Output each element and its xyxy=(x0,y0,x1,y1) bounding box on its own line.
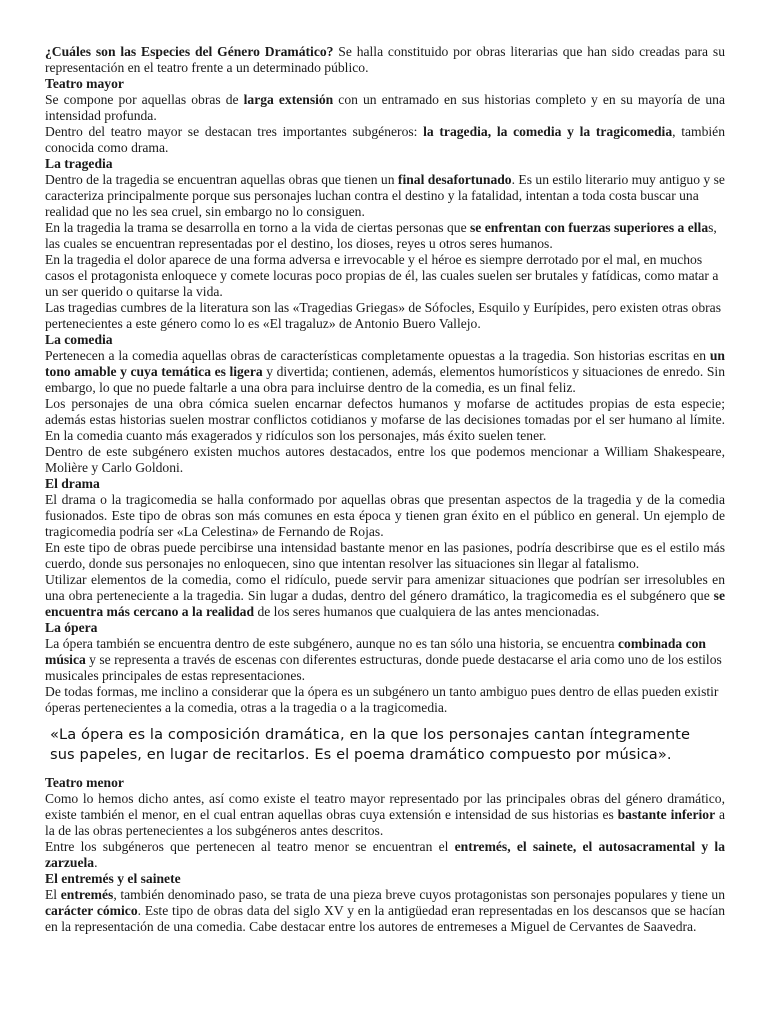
opera-quote xyxy=(50,725,725,765)
heading-teatro-menor: Teatro menor xyxy=(45,775,124,790)
paragraph: De todas formas, me inclino a considerar que la ópera es un subgénero un tanto ambiguo pues dentro de ellas pueden existir óperas pertenecientes a la comedia, otras a la tragedia o a la tragicomedia. xyxy=(45,684,719,715)
paragraph: Pertenecen a la comedia aquellas obras de características completamente opuestas a la tragedia. Son historias escritas en un tono amable y cuya temática es ligera y divertida; contienen, además, elementos humorísticos y situaciones de enredo. Sin embargo, lo que no puede faltarle a una obra para incluirse dentro de la comedia, es un final feliz. xyxy=(45,348,726,395)
paragraph: En este tipo de obras puede percibirse una intensidad bastante menor en las pasiones, podría describirse que es el estilo más cuerdo, donde sus personajes no enloquecen, sino que intentan resolver las situaciones sin llegar al fatalismo. xyxy=(45,540,725,571)
paragraph: Las tragedias cumbres de la literatura son las «Tragedias Griegas» de Sófocles, Esquilo y Eurípides, pero existen otras obras pertenecientes a este género como lo es «El tragaluz» de Antonio Buero Vallejo. xyxy=(45,300,721,331)
paragraph: Como lo hemos dicho antes, así como existe el teatro mayor representado por las principales obras del género dramático, existe también el menor, en el cual entran aquellas obras cuya extensión e intensidad de sus historias es bastante inferior a la de las obras pertenecientes a los subgéneros antes descritos. xyxy=(45,791,725,838)
intro-question: ¿Cuáles son las Especies del Género Dramático? xyxy=(45,44,334,59)
intro-paragraph: ¿Cuáles son las Especies del Género Dramático? Se halla constituido por obras literarias que han sido creadas para su representación en el teatro frente a un determinado público. xyxy=(45,44,725,75)
heading-teatro-mayor: Teatro mayor xyxy=(45,76,124,91)
quote-line: «La ópera es la composición dramática, en la que los personajes cantan íntegramente xyxy=(50,726,691,743)
document-page xyxy=(45,44,725,935)
paragraph: Dentro de este subgénero existen muchos autores destacados, entre los que podemos mencionar a William Shakespeare, Molière y Carlo Goldoni. xyxy=(45,444,725,475)
heading-drama: El drama xyxy=(45,476,100,491)
paragraph: Dentro de la tragedia se encuentran aquellas obras que tienen un final desafortunado. Es un estilo literario muy antiguo y se caracteriza principalmente porque sus personajes luchan contra el destino y la fatalidad, intentan a toda costa buscar una realidad que no les sea cruel, sin embargo no lo consiguen. xyxy=(45,172,725,219)
paragraph: Dentro del teatro mayor se destacan tres importantes subgéneros: la tragedia, la comedia y la tragicomedia, también conocida como drama. xyxy=(45,124,726,155)
paragraph: El entremés, también denominado paso, se trata de una pieza breve cuyos protagonistas son personajes populares y tiene un carácter cómico. Este tipo de obras data del siglo XV y en la antigüedad eran representadas en los descansos que se hacían en la representación de una comedia. Cabe destacar entre los autores de entremeses a Miguel de Cervantes de Saavedra. xyxy=(45,887,726,934)
heading-opera: La ópera xyxy=(45,620,98,635)
paragraph: Los personajes de una obra cómica suelen encarnar defectos humanos y mofarse de actitudes propias de esta especie; además estas historias suelen mostrar conflictos cotidianos y mofarse de las decisiones tomadas por el ser humano al límite. En la comedia cuanto más exagerados y ridículos son los personajes, más éxito suelen tener. xyxy=(45,396,725,443)
quote-line: sus papeles, en lugar de recitarlos. Es el poema dramático compuesto por música». xyxy=(50,746,672,763)
paragraph: El drama o la tragicomedia se halla conformado por aquellas obras que presentan aspectos de la tragedia y de la comedia fusionados. Este tipo de obras son más comunes en esta época y tienen gran éxito en el público en general. Un ejemplo de tragicomedia podría ser «La Celestina» de Fernando de Rojas. xyxy=(45,492,725,539)
paragraph: En la tragedia la trama se desarrolla en torno a la vida de ciertas personas que se enfrentan con fuerzas superiores a ellas, las cuales se encuentran representadas por el destino, los dioses, reyes u otros seres humanos. xyxy=(45,220,717,251)
paragraph: Se compone por aquellas obras de larga extensión con un entramado en sus historias completo y en su mayoría de una intensidad profunda. xyxy=(45,92,725,123)
heading-entremes: El entremés y el sainete xyxy=(45,871,181,886)
paragraph: La ópera también se encuentra dentro de este subgénero, aunque no es tan sólo una historia, se encuentra combinada con música y se representa a través de escenas con diferentes estructuras, donde puede destacarse el aria como uno de los estilos musicales principales de estas representaciones. xyxy=(45,636,722,683)
paragraph: En la tragedia el dolor aparece de una forma adversa e irrevocable y el héroe es siempre derrotado por el mal, en muchos casos el protagonista enloquece y comete locuras poco propias de él, las cuales suelen ser brutales y fatídicas, como matar a un ser querido o quitarse la vida. xyxy=(45,252,719,299)
heading-comedia: La comedia xyxy=(45,332,113,347)
paragraph: Entre los subgéneros que pertenecen al teatro menor se encuentran el entremés, el sainete, el autosacramental y la zarzuela. xyxy=(45,839,725,870)
paragraph: Utilizar elementos de la comedia, como el ridículo, puede servir para amenizar situaciones que podrían ser irresolubles en una obra perteneciente a la tragedia. Sin lugar a dudas, dentro del género dramático, la tragicomedia es el subgénero que se encuentra más cercano a la realidad de los seres humanos que cualquiera de las antes mencionadas. xyxy=(45,572,725,619)
heading-tragedia: La tragedia xyxy=(45,156,113,171)
